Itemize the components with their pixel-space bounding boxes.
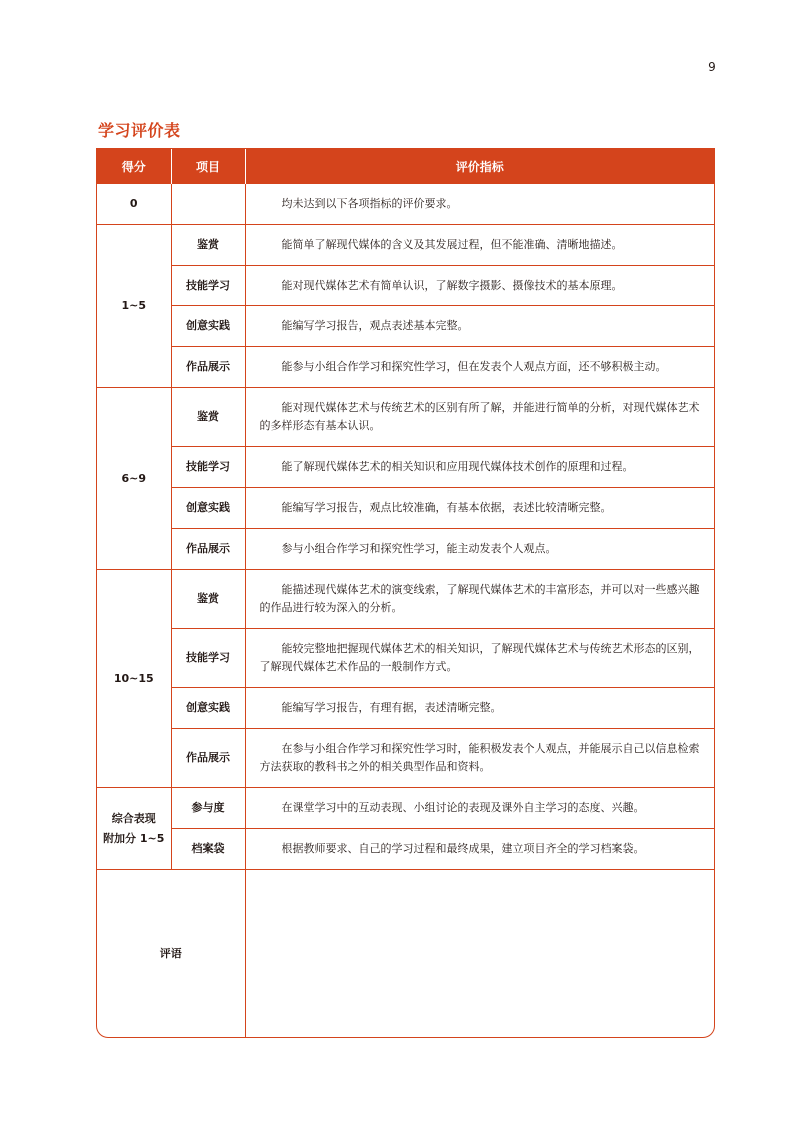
table-row (97, 488, 714, 529)
item-cell: 鉴赏 (171, 388, 245, 447)
score-cell-bonus (97, 788, 171, 870)
criteria-cell: 根据教师要求、自己的学习过程和最终成果，建立项目齐全的学习档案袋。 (245, 829, 714, 870)
criteria-cell: 能参与小组合作学习和探究性学习，但在发表个人观点方面，还不够积极主动。 (245, 347, 714, 388)
bonus-label-line2: 附加分 1~5 (103, 831, 165, 845)
table-row (97, 570, 714, 629)
criteria-cell: 均未达到以下各项指标的评价要求。 (245, 184, 714, 225)
score-cell: 0 (97, 184, 171, 225)
bonus-label-line1: 综合表现 (111, 811, 156, 825)
table-header-row (97, 149, 714, 184)
item-cell: 技能学习 (171, 447, 245, 488)
score-cell: 6~9 (97, 388, 171, 570)
table-row (97, 306, 714, 347)
criteria-cell: 在课堂学习中的互动表现、小组讨论的表现及课外自主学习的态度、兴趣。 (245, 788, 714, 829)
item-cell (171, 184, 245, 225)
criteria-cell: 能对现代媒体艺术与传统艺术的区别有所了解，并能进行简单的分析，对现代媒体艺术的多样形态有基本认识。 (245, 388, 714, 447)
table-row (97, 829, 714, 870)
table-row (97, 529, 714, 570)
table-row (97, 788, 714, 829)
table-row (97, 266, 714, 306)
item-cell: 参与度 (171, 788, 245, 829)
criteria-cell: 能对现代媒体艺术有简单认识，了解数字摄影、摄像技术的基本原理。 (245, 266, 714, 306)
score-cell: 1~5 (97, 225, 171, 388)
criteria-cell: 能编写学习报告，有理有据，表述清晰完整。 (245, 688, 714, 729)
header-criteria: 评价指标 (245, 149, 714, 184)
criteria-cell: 能描述现代媒体艺术的演变线索，了解现代媒体艺术的丰富形态，并可以对一些感兴趣的作品进行较为深入的分析。 (245, 570, 714, 629)
table-row (97, 629, 714, 688)
comment-row (97, 870, 714, 1038)
item-cell: 档案袋 (171, 829, 245, 870)
header-item: 项目 (171, 149, 245, 184)
table-row (97, 688, 714, 729)
item-cell: 鉴赏 (171, 225, 245, 266)
page-number: 9 (708, 60, 716, 74)
comment-area[interactable] (245, 870, 714, 1038)
header-score: 得分 (97, 149, 171, 184)
evaluation-table (96, 148, 715, 1038)
item-cell: 作品展示 (171, 729, 245, 788)
item-cell: 技能学习 (171, 629, 245, 688)
table-row (97, 225, 714, 266)
table-row (97, 729, 714, 788)
criteria-cell: 能较完整地把握现代媒体艺术的相关知识，了解现代媒体艺术与传统艺术形态的区别，了解现代媒体艺术作品的一般制作方式。 (245, 629, 714, 688)
criteria-cell: 能了解现代媒体艺术的相关知识和应用现代媒体技术创作的原理和过程。 (245, 447, 714, 488)
item-cell: 创意实践 (171, 488, 245, 529)
item-cell: 作品展示 (171, 347, 245, 388)
item-cell: 创意实践 (171, 688, 245, 729)
criteria-cell: 能编写学习报告，观点比较准确，有基本依据，表述比较清晰完整。 (245, 488, 714, 529)
table-row (97, 347, 714, 388)
criteria-cell: 能编写学习报告，观点表述基本完整。 (245, 306, 714, 347)
item-cell: 创意实践 (171, 306, 245, 347)
evaluation-table-grid (97, 149, 714, 1037)
table-row (97, 447, 714, 488)
table-row (97, 388, 714, 447)
item-cell: 作品展示 (171, 529, 245, 570)
item-cell: 技能学习 (171, 266, 245, 306)
criteria-cell: 在参与小组合作学习和探究性学习时，能积极发表个人观点，并能展示自己以信息检索方法获取的教科书之外的相关典型作品和资料。 (245, 729, 714, 788)
item-cell: 鉴赏 (171, 570, 245, 629)
score-cell: 10~15 (97, 570, 171, 788)
criteria-cell: 参与小组合作学习和探究性学习，能主动发表个人观点。 (245, 529, 714, 570)
criteria-cell: 能简单了解现代媒体的含义及其发展过程，但不能准确、清晰地描述。 (245, 225, 714, 266)
section-title: 学习评价表 (98, 121, 181, 140)
table-row (97, 184, 714, 225)
comment-label: 评语 (97, 870, 245, 1038)
